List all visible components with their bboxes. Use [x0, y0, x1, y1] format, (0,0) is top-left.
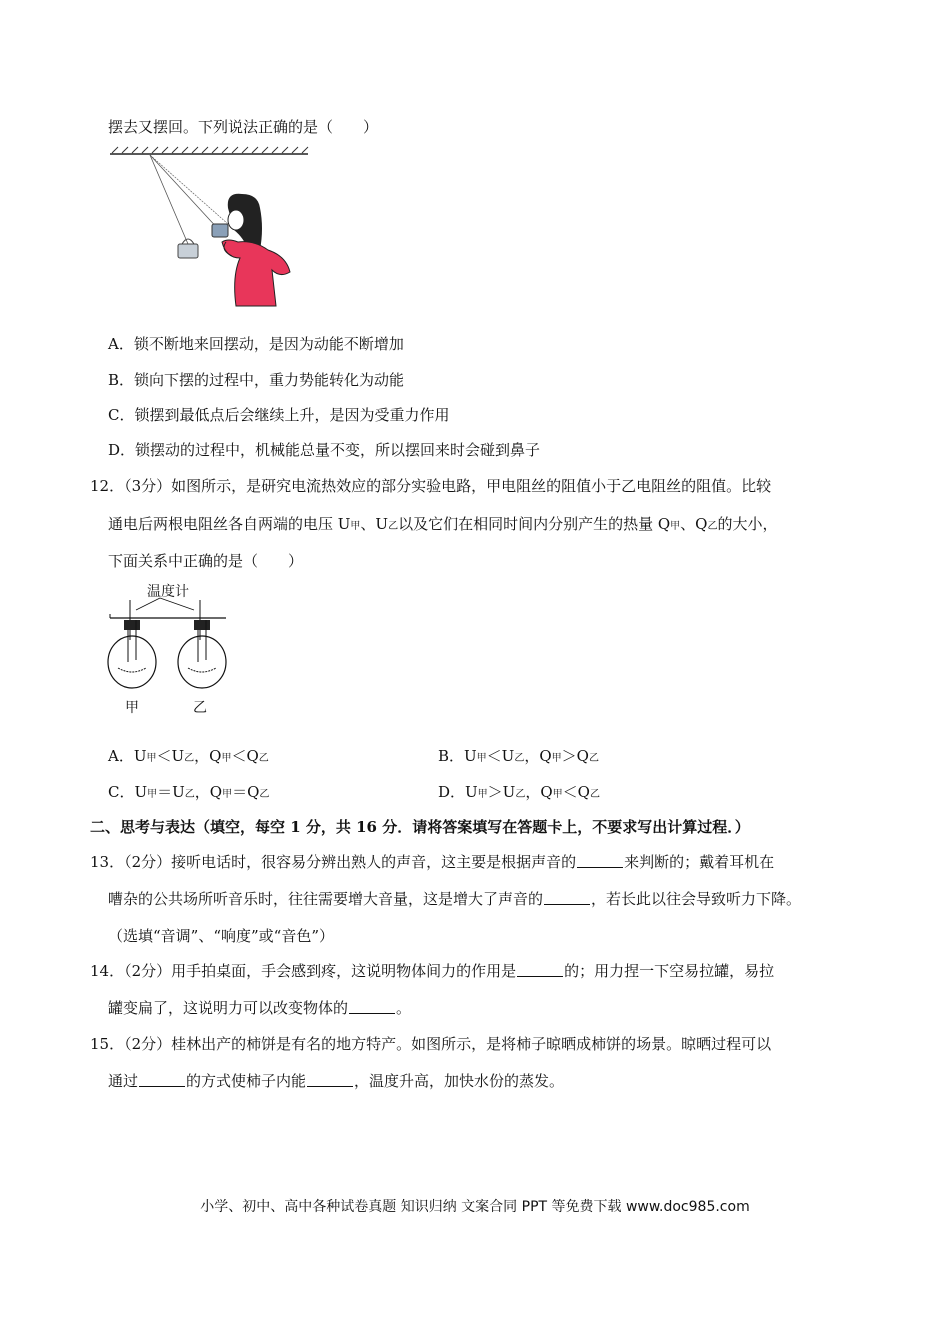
q12-option-c: C．U甲＝U乙，Q甲＝Q乙	[108, 783, 270, 801]
q14-blank-2	[349, 999, 395, 1014]
q12-option-b: B．U甲＜U乙，Q甲＞Q乙	[438, 747, 599, 765]
figure-label-jia: 甲	[125, 700, 139, 716]
q12-line3: 下面关系中正确的是（ ）	[108, 552, 304, 570]
figure-label-thermometer: 温度计	[147, 584, 189, 600]
figure-label-yi: 乙	[193, 700, 207, 716]
q13-blank-1	[577, 853, 623, 868]
q12-line1: 12．（3分）如图所示，是研究电流热效应的部分实验电路，甲电阻丝的阻值小于乙电阻丝的阻值。比较	[90, 477, 772, 495]
q15-blank-1	[139, 1072, 185, 1087]
q14-blank-1	[517, 962, 563, 977]
q11-stem-tail: 摆去又摆回。下列说法正确的是（ ）	[108, 118, 379, 136]
q15-blank-2	[307, 1072, 353, 1087]
q13-line2: 嘈杂的公共场所听音乐时，往往需要增大音量，这是增大了声音的 ，若长此以往会导致听力下降。	[108, 890, 802, 908]
q14-line2: 罐变扁了，这说明力可以改变物体的 。	[108, 999, 412, 1017]
q12-option-a: A．U甲＜U乙，Q甲＜Q乙	[108, 747, 269, 765]
thermometer-flask-figure	[106, 580, 230, 718]
q13-line1: 13．（2分）接听电话时，很容易分辨出熟人的声音，这主要是根据声音的 来判断的；戴着耳机在	[90, 853, 775, 871]
section2-heading: 二、思考与表达（填空，每空 1 分，共 16 分．请将答案填写在答题卡上，不要求写出计算过程．）	[90, 818, 750, 836]
q11-option-d: D．锁摆动的过程中，机械能总量不变，所以摆回来时会碰到鼻子	[108, 441, 541, 459]
q14-line1: 14．（2分）用手拍桌面，手会感到疼，这说明物体间力的作用是 的；用力捏一下空易拉罐，易拉	[90, 962, 775, 980]
q11-option-c: C．锁摆到最低点后会继续上升，是因为受重力作用	[108, 406, 450, 424]
q13-blank-2	[544, 890, 590, 905]
q12-option-d: D．U甲＞U乙，Q甲＜Q乙	[438, 783, 600, 801]
page-footer: 小学、初中、高中各种试卷真题 知识归纳 文案合同 PPT 等免费下载 www.doc985.com	[200, 1199, 750, 1215]
pendulum-girl-figure	[108, 146, 313, 312]
q11-option-b: B．锁向下摆的过程中，重力势能转化为动能	[108, 371, 405, 389]
q11-option-a: A．锁不断地来回摆动，是因为动能不断增加	[108, 335, 404, 353]
q13-line3: （选填“音调”、“响度”或“音色”）	[108, 927, 335, 945]
q12-line2: 通电后两根电阻丝各自两端的电压 U甲、U乙以及它们在相同时间内分别产生的热量 Q甲、Q乙的大小，	[108, 515, 778, 533]
q15-line2: 通过 的方式使柿子内能 ，温度升高，加快水份的蒸发。	[108, 1072, 565, 1090]
q15-line1: 15．（2分）桂林出产的柿饼是有名的地方特产。如图所示，是将柿子晾晒成柿饼的场景。晾晒过程可以	[90, 1035, 772, 1053]
